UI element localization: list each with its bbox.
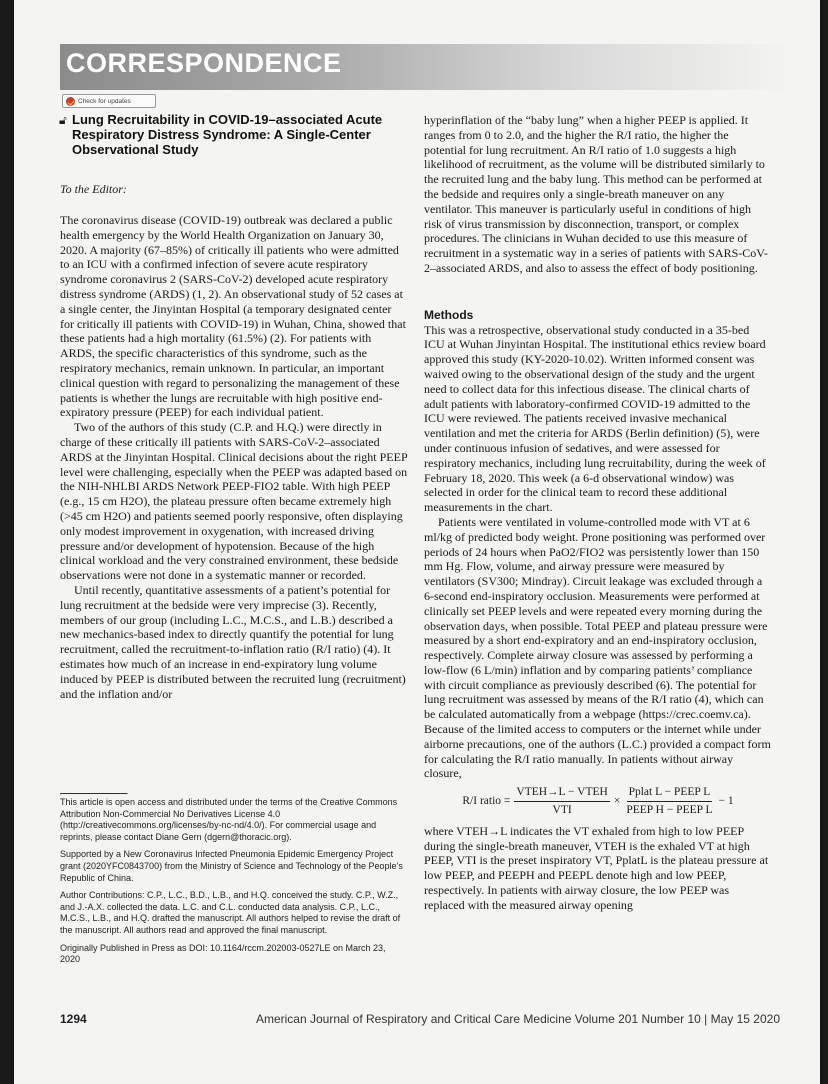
paragraph: hyperinflation of the “baby lung” when a higher PEEP is applied. It ranges from 0 to 2.0, and the higher the R/I ratio, the higher the potential for lung recruitment. An R/I ratio of 1.0 suggests a high likelihood of recruitment, as the volume will be distributed similarly to the recruited lung and the baby lung. This method can be performed at the bedside and requires only a single-breath maneuver on any ventilator. This maneuver is particularly useful in conditions of high risk of virus transmission by disconnection, transport, or complex procedures. The clinicians in Wuhan decided to use this measure of recruitment in a systematic way in a series of patients with SARS-CoV-2–associated ARDS, and also to assess the effect of body positioning.	[424, 113, 768, 275]
paragraph: Two of the authors of this study (C.P. and H.Q.) were directly in charge of these critically ill patients with SARS-CoV-2–associated ARDS at the Jinyintan Hospital. Clinical decisions about the right PEEP level were challenging, especially when the PEEP was adapted based on the NIH-NHLBI ARDS Network PEEP-FIO2 table. With high PEEP (e.g., 15 cm H2O), the plateau pressure often became extremely high (>45 cm H2O) and patients seemed poorly responsive, often displaying only modest improvement in oxygenation, with increased driving pressure and/or development of hypotension. Because of the high clinical workload and the very constrained environment, these bedside observations were not done in a systematic manner or recorded.	[60, 420, 408, 583]
footnote-contributions: Author Contributions: C.P., L.C., B.D., L.B., and H.Q. conceived the study. C.P., W.Z., and J.-A.X. collected the data. L.C. and C.L. conducted data analysis. C.P., L.C., M.C.S., L.B., and H.Q. drafted the manuscript. All authors helped to revise the draft of the manuscript. All authors read and approved the final manuscript.	[60, 890, 401, 935]
article-title: Lung Recruitability in COVID-19–associated Acute Respiratory Distress Syndrome: A Single-Center Observational Study	[72, 112, 383, 157]
journal-page	[14, 0, 820, 1084]
paragraph: This was a retrospective, observational study conducted in a 35-bed ICU at Wuhan Jinyintan Hospital. The institutional ethics review board approved this study (KY-2020-10.02). Written informed consent was waived owing to the observational design of the study and the urgent need to collect data for this infectious disease. The clinical charts of adult patients with laboratory-confirmed COVID-19 admitted to the ICU were reviewed. The patients received invasive mechanical ventilation and met the criteria for ARDS (Berlin definition) (5), were under continuous infusion of sedatives, and were assessed for respiratory mechanics, including lung recruitability, during the week of February 18, 2020. This week (a 6-d observational window) was selected in order for the clinical team to record these additional measurements in the chart.	[424, 322, 766, 515]
equation-fraction-2	[624, 785, 714, 818]
paragraph: The coronavirus disease (COVID-19) outbreak was declared a public health emergency by the World Health Organization on January 30, 2020. A majority (67–85%) of critically ill patients who were admitted to an ICU with a confirmed infection of severe acute respiratory syndrome coronavirus 2 (SARS-CoV-2) developed acute respiratory distress syndrome (ARDS) (1, 2). An observational study of 52 cases at a single center, the Jinyintan Hospital (a temporary designated center for critically ill patients with COVID-19) in Wuhan, China, showed that these patients had a high mortality (61.5%) (2). For patients with ARDS, the specific characteristics of this syndrome, such as the respiratory mechanics, remain unknown. In particular, an important clinical question with regard to personalizing the management of these patients is whether the lungs are recruitable with high positive end-expiratory pressure (PEEP) for each individual patient.	[60, 213, 406, 420]
left-column	[60, 112, 408, 701]
equation-times: ×	[613, 795, 621, 808]
page-number: 1294	[60, 1012, 87, 1026]
page-footer	[60, 1012, 780, 1026]
equation-tail: − 1	[718, 795, 734, 808]
ri-ratio-equation	[424, 785, 772, 818]
article-title-row	[60, 112, 408, 157]
footnote-license: This article is open access and distributed under the terms of the Creative Commons Attribution Non-Commercial No Derivatives License 4.0 (http://creativecommons.org/licenses/by-nc-nd/4.0/). For commercial usage and reprints, please contact Diane Gern (dgern@thoracic.org).	[60, 797, 398, 842]
equation-denominator-2: PEEP H − PEEP L	[626, 804, 713, 817]
footnote-doi: Originally Published in Press as DOI: 10.1164/rccm.202003-0527LE on March 23, 2020	[60, 942, 386, 965]
footnote-divider	[60, 793, 128, 795]
footnotes	[60, 797, 408, 972]
section-banner-label: CORRESPONDENCE	[66, 48, 342, 78]
section-banner	[60, 44, 792, 90]
open-access-icon: 🔓︎	[59, 113, 67, 127]
paragraph: where VTEH→L indicates the VT exhaled from high to low PEEP during the single-breath maneuver, VTEH is the exhaled VT at high PEEP, VTI is the preset inspiratory VT, PplatL is the plateau pressure at low PEEP, and PEEPH and PEEPL denote high and low PEEP, respectively. In patients with airway closure, the low PEEP was replaced with the measured airway opening	[424, 823, 769, 912]
check-for-updates-button[interactable]	[62, 94, 156, 108]
journal-citation: American Journal of Respiratory and Critical Care Medicine Volume 201 Number 10 | May 15 2020	[255, 1012, 780, 1026]
salutation: To the Editor:	[60, 182, 127, 196]
right-column	[424, 113, 772, 913]
methods-heading: Methods	[424, 307, 474, 322]
equation-denominator-1: VTI	[552, 804, 572, 817]
equation-numerator-1: VTEH→L − VTEH	[514, 785, 609, 802]
check-updates-icon	[66, 97, 75, 106]
equation-lhs: R/I ratio =	[462, 795, 511, 808]
footnote-funding: Supported by a New Coronavirus Infected Pneumonia Epidemic Emergency Project grant (2020YFC0843700) from the Ministry of Science and Technology of the People’s Republic of China.	[60, 849, 403, 883]
check-for-updates-label: Check for updates	[78, 97, 131, 105]
paragraph: Until recently, quantitative assessments of a patient’s potential for lung recruitment at the bedside were very imprecise (3). Recently, members of our group (including L.C., M.C.S., and L.B.) described a new mechanics-based index to directly quantify the potential for lung recruitment, called the recruitment-to-inflation ratio (R/I ratio) (4). It estimates how much of an increase in end-expiratory lung volume induced by PEEP is distributed between the recruited lung (recruitment) and the inflation and/or	[60, 582, 406, 701]
equation-numerator-2: Pplat L − PEEP L	[627, 785, 713, 802]
right-body	[424, 113, 772, 913]
left-body	[60, 213, 408, 701]
paragraph: Patients were ventilated in volume-controlled mode with VT at 6 ml/kg of predicted body weight. Prone positioning was performed over periods of 24 hours when PaO2/FIO2 was persistently lower than 150 mm Hg. Flow, volume, and airway pressure were measured by ventilators (SV300; Mindray). Circuit leakage was excluded through a 6-second end-inspiratory occlusion. Measurements were performed at clinically set PEEP levels and were repeated every morning during the observation days, when possible. Total PEEP and plateau pressure were measured by a short end-expiratory and an end-inspiratory occlusion, respectively. Complete airway closure was assessed by performing a low-flow (6 L/min) inflation and by comparing patients’ compliance with circuit compliance as previously described (6). The potential for lung recruitment was assessed by means of the R/I ratio (4), which can be calculated automatically from a webpage (https://crec.coemv.ca). Because of the limited access to computers or the internet while under airborne precautions, one of the authors (L.C.) provided a compact form for calculating the R/I ratio manually. In patients without airway closure,	[424, 514, 771, 781]
equation-fraction-1	[514, 785, 609, 818]
